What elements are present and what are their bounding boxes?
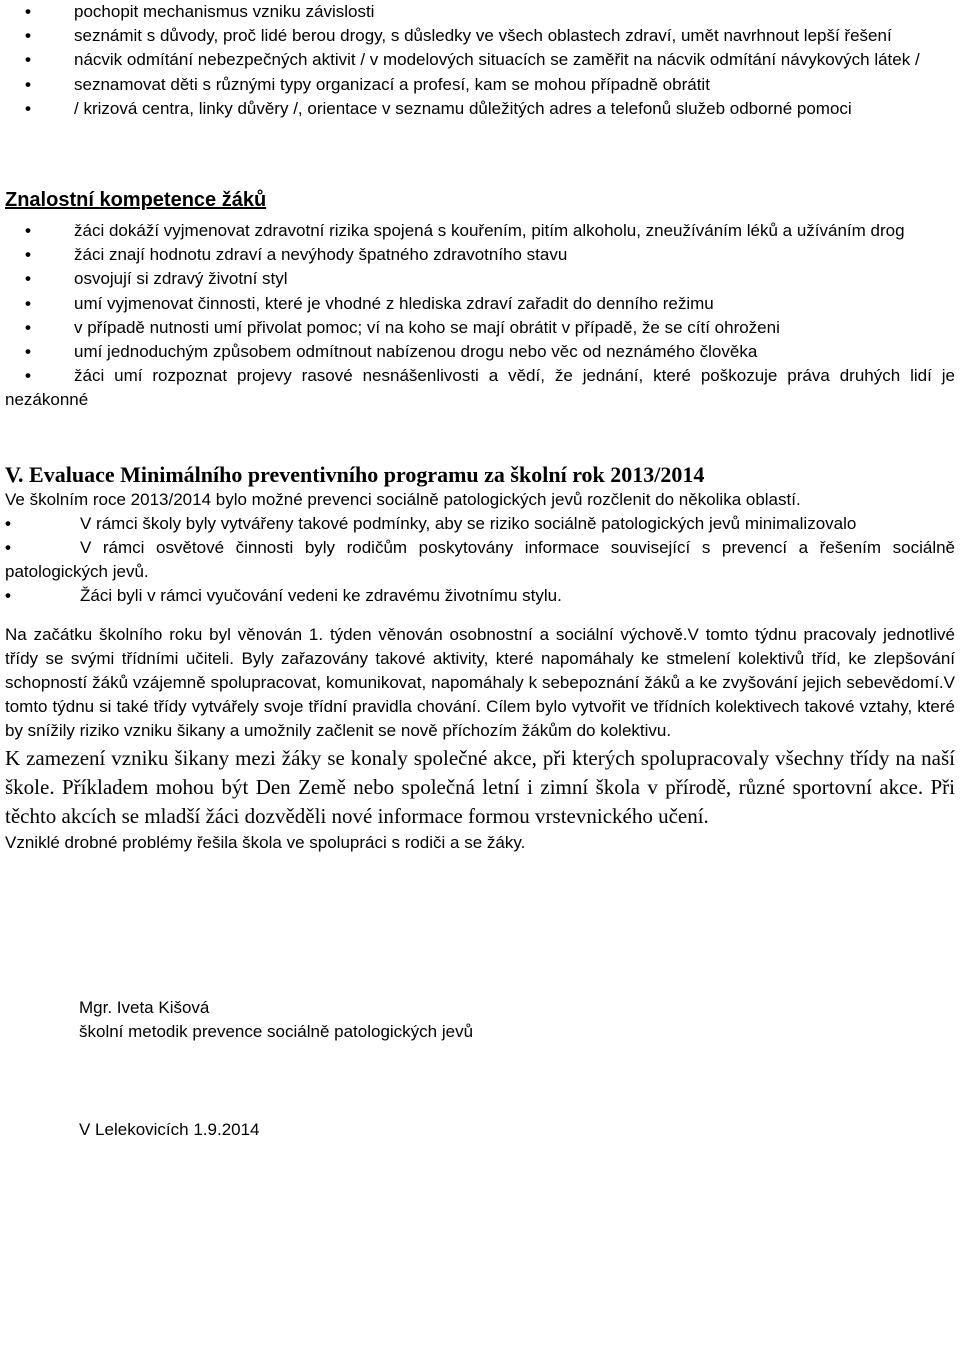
list-item: • nácvik odmítání nebezpečných aktivit / v modelových situacích se zaměřit na nácvik odmítání návykových látek / <box>5 48 955 72</box>
document-page <box>5 0 955 1142</box>
list-item: • pochopit mechanismus vzniku závislosti <box>5 0 955 24</box>
list-item: • žáci znají hodnotu zdraví a nevýhody špatného zdravotního stavu <box>5 243 955 267</box>
list-item: • / krizová centra, linky důvěry /, orientace v seznamu důležitých adres a telefonů služeb odborné pomoci <box>5 97 955 121</box>
place-date: V Lelekovicích 1.9.2014 <box>79 1119 260 1139</box>
list-item: • umí vyjmenovat činnosti, které je vhodné z hlediska zdraví zařadit do denního režimu <box>5 292 955 316</box>
list-item: • seznamovat děti s různými typy organizací a profesí, kam se mohou případně obrátit <box>5 73 955 97</box>
signature-role: školní metodik prevence sociálně patologických jevů <box>79 1021 474 1041</box>
paragraph-bullying-prevention: K zamezení vzniku šikany mezi žáky se konaly společné akce, při kterých spolupracovaly všechny třídy na naší škole. Příkladem mohou být Den Země nebo společná letní i zimní škola v přírodě, různé sportovní akce. Při těchto akcích se mladší žáci dozvěděli nové informace formou vrstevnického učení. <box>5 745 955 828</box>
list-item: • V rámci školy byly vytvářeny takové podmínky, aby se riziko sociálně patologických jevů minimalizovalo <box>5 512 955 536</box>
paragraph-problems: Vzniklé drobné problémy řešila škola ve spolupráci s rodiči a se žáky. <box>5 832 526 852</box>
competences-list <box>5 219 955 413</box>
evaluation-heading: V. Evaluace Minimálního preventivního programu za školní rok 2013/2014 <box>5 461 705 487</box>
evaluation-intro: Ve školním roce 2013/2014 bylo možné prevenci sociálně patologických jevů rozčlenit do několika oblastí. <box>5 489 801 509</box>
list-item: • seznámit s důvody, proč lidé berou drogy, s důsledky ve všech oblastech zdraví, umět navrhnout lepší řešení <box>5 24 955 48</box>
list-item: • V rámci osvětové činnosti byly rodičům poskytovány informace související s prevencí a řešením sociálně patologických jevů. <box>5 536 955 584</box>
signature-block <box>5 996 955 1044</box>
section-heading: Znalostní kompetence žáků <box>5 189 267 212</box>
prevention-goals-list <box>5 0 955 121</box>
list-item: • v případě nutnosti umí přivolat pomoc; ví na koho se mají obrátit v případě, že se cítí ohroženi <box>5 316 955 340</box>
list-item: • žáci dokáží vyjmenovat zdravotní rizika spojená s kouřením, pitím alkoholu, zneužíváním léků a užíváním drog <box>5 219 955 243</box>
evaluation-list <box>5 512 955 609</box>
list-item: • žáci umí rozpoznat projevy rasové nesnášenlivosti a vědí, že jednání, které poškozuje práva druhých lidí je nezákonné <box>5 364 955 412</box>
list-item: • umí jednoduchým způsobem odmítnout nabízenou drogu nebo věc od neznámého člověka <box>5 340 955 364</box>
list-item: • Žáci byli v rámci vyučování vedeni ke zdravému životnímu stylu. <box>5 584 955 608</box>
paragraph-orientation-week: Na začátku školního roku byl věnován 1. týden věnován osobnostní a sociální výchově.V tomto týdnu pracovaly jednotlivé třídy se svými třídními učiteli. Byly zařazovány takové aktivity, které napomáhaly ke stmelení kolektivů tříd, ke zlepšování schopností žáků vzájemně spolupracovat, komunikovat, napomáhaly k sebepoznání žáků a ke zvyšování jejich sebevědomí.V tomto týdnu si také třídy vytvářely svoje třídní pravidla chování. Cílem bylo vytvořit ve třídních kolektivech takové vztahy, které by snížily riziko vzniku šikany a umožnily začlenit se nově příchozím žákům do kolektivu. <box>5 624 955 741</box>
signature-name: Mgr. Iveta Kišová <box>79 997 210 1017</box>
list-item: • osvojují si zdravý životní styl <box>5 267 955 291</box>
